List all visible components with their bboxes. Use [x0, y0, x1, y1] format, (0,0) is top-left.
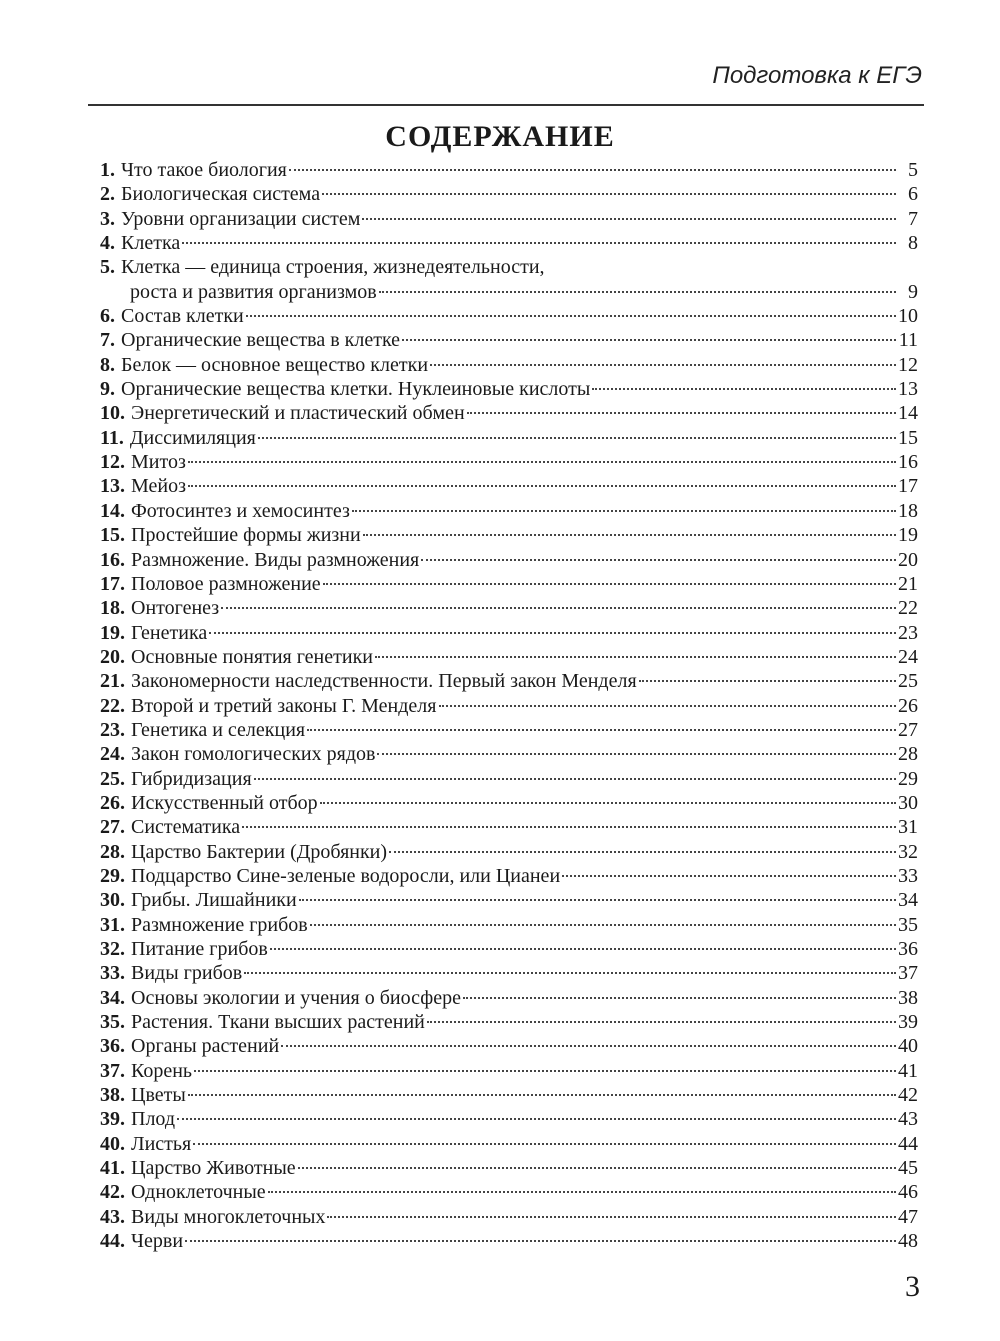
toc-entry-number: 44.	[100, 1230, 125, 1253]
toc-entry	[100, 572, 918, 596]
dot-leader	[244, 972, 896, 974]
toc-entry-title: Белок — основное вещество клетки	[121, 353, 429, 376]
dot-leader	[320, 802, 896, 804]
toc-entry-number: 10.	[100, 402, 125, 425]
toc-entry-number: 2.	[100, 183, 115, 206]
toc-entry	[100, 1180, 918, 1204]
toc-entry-number: 12.	[100, 451, 125, 474]
page-number: 3	[905, 1270, 920, 1303]
toc-entry	[100, 742, 918, 766]
toc-entry-page: 26	[898, 694, 918, 717]
toc-entry-page: 37	[898, 962, 918, 985]
toc-entry-title: Органы растений	[131, 1035, 280, 1058]
header-rule	[88, 104, 924, 106]
toc-entry-number: 26.	[100, 791, 125, 814]
toc-entry	[100, 1156, 918, 1180]
toc-entry-number: 38.	[100, 1084, 125, 1107]
dot-leader	[268, 1191, 896, 1193]
toc-entry-title: Искусственный отбор	[131, 791, 318, 814]
toc-entry-number: 25.	[100, 767, 125, 790]
dot-leader	[242, 826, 896, 828]
toc-entry	[100, 499, 918, 523]
toc-entry-title: Закономерности наследственности. Первый закон Менделя	[131, 670, 637, 693]
toc-entry	[100, 1205, 918, 1229]
toc-entry	[100, 426, 918, 450]
toc-entry-title: Размножение грибов	[131, 913, 308, 936]
toc-entry-title: Простейшие формы жизни	[131, 524, 361, 547]
toc-entry-page: 18	[898, 499, 918, 522]
toc-entry	[100, 864, 918, 888]
toc-entry-title: Размножение. Виды размножения	[131, 548, 420, 571]
toc-entry-page: 22	[898, 597, 918, 620]
toc-entry	[100, 474, 918, 498]
toc-entry-title: Биологическая система	[121, 183, 321, 206]
toc-entry	[100, 207, 918, 231]
toc-entry	[100, 840, 918, 864]
toc-entry-page: 36	[898, 938, 918, 960]
toc-entry-page: 7	[908, 207, 918, 230]
toc-entry-title: роста и развития организмов	[130, 280, 377, 303]
toc-entry-title: Плод	[131, 1108, 176, 1131]
dot-leader	[562, 875, 896, 877]
toc-entry-title: Подцарство Сине-зеленые водоросли, или Цианеи	[131, 864, 561, 887]
toc-entry	[100, 815, 918, 839]
toc-entry-page: 30	[898, 791, 918, 814]
toc-entry-title: Грибы. Лишайники	[131, 889, 297, 912]
dot-leader	[193, 1143, 896, 1145]
toc-entry-page: 35	[898, 913, 918, 936]
toc-entry-title: Что такое биология	[121, 159, 287, 181]
toc-entry-number: 3.	[100, 207, 115, 230]
toc-entry	[100, 377, 918, 401]
dot-leader	[377, 753, 896, 755]
toc-entry-title: Цветы	[131, 1084, 186, 1107]
toc-entry-page: 5	[908, 159, 918, 181]
dot-leader	[188, 1094, 896, 1096]
toc-entry	[100, 913, 918, 937]
dot-leader	[258, 437, 896, 439]
dot-leader	[185, 1240, 896, 1242]
toc-entry	[100, 353, 918, 377]
toc-entry-page: 23	[898, 621, 918, 644]
toc-entry-page: 27	[898, 718, 918, 741]
toc-entry-number: 37.	[100, 1059, 125, 1082]
toc-entry-number: 41.	[100, 1157, 125, 1180]
toc-entry-page: 48	[898, 1230, 918, 1253]
toc-entry-page: 13	[898, 378, 918, 401]
toc-entry-title: Второй и третий законы Г. Менделя	[131, 694, 437, 717]
toc-entry	[100, 255, 918, 279]
toc-entry	[100, 621, 918, 645]
page-title: СОДЕРЖАНИЕ	[385, 120, 615, 153]
toc-entry	[100, 986, 918, 1010]
toc-entry	[100, 523, 918, 547]
toc-entry-title: Царство Бактерии (Дробянки)	[131, 840, 388, 863]
toc-entry-title: Питание грибов	[131, 938, 268, 960]
dot-leader	[375, 656, 896, 658]
dot-leader	[592, 388, 896, 390]
dot-leader	[379, 291, 896, 293]
toc-entry-page: 46	[898, 1181, 918, 1204]
toc-entry-title: Половое размножение	[131, 572, 321, 595]
dot-leader	[270, 948, 896, 950]
toc-entry-number: 36.	[100, 1035, 125, 1058]
dot-leader	[467, 412, 896, 414]
toc-entry-page: 40	[898, 1035, 918, 1058]
toc-entry-page: 34	[898, 889, 918, 912]
toc-entry	[100, 694, 918, 718]
toc-entry-title: Состав клетки	[121, 305, 244, 328]
toc-entry-title: Энергетический и пластический обмен	[131, 402, 465, 425]
toc-entry	[100, 1083, 918, 1107]
dot-leader	[254, 778, 896, 780]
dot-leader	[322, 193, 896, 195]
toc-entry-title: Клетка	[121, 232, 181, 255]
toc-entry	[100, 231, 918, 255]
toc-entry-number: 19.	[100, 621, 125, 644]
toc-entry	[100, 158, 918, 182]
toc-entry-number: 34.	[100, 986, 125, 1009]
toc-entry-title: Виды многоклеточных	[131, 1205, 326, 1228]
toc-entry-number: 39.	[100, 1108, 125, 1131]
dot-leader	[639, 680, 896, 682]
dot-leader	[327, 1216, 896, 1218]
toc-entry	[100, 961, 918, 985]
toc-entry	[100, 791, 918, 815]
toc-entry-title: Генетика	[131, 621, 208, 644]
toc-entry-page: 33	[898, 864, 918, 887]
dot-leader	[463, 997, 896, 999]
toc-entry-title: Генетика и селекция	[131, 718, 306, 741]
toc-entry	[100, 1010, 918, 1034]
toc-entry-number: 33.	[100, 962, 125, 985]
toc-entry-page: 16	[898, 451, 918, 474]
dot-leader	[310, 924, 896, 926]
toc-entry-title: Мейоз	[131, 475, 186, 498]
dot-leader	[298, 1167, 896, 1169]
dot-leader	[188, 485, 896, 487]
toc-entry-page: 25	[898, 670, 918, 693]
toc-entry	[100, 1229, 918, 1253]
toc-entry-page: 12	[898, 353, 918, 376]
dot-leader	[439, 705, 897, 707]
dot-leader	[289, 169, 896, 171]
toc-entry-title: Листья	[131, 1132, 192, 1155]
toc-entry-number: 29.	[100, 864, 125, 887]
toc-entry	[100, 1034, 918, 1058]
dot-leader	[389, 851, 896, 853]
toc-entry-page: 41	[898, 1059, 918, 1082]
toc-entry	[100, 548, 918, 572]
toc-entry-page: 14	[898, 402, 918, 425]
toc-entry-number: 27.	[100, 816, 125, 839]
toc-entry-page: 47	[898, 1205, 918, 1228]
toc-entry-page: 6	[908, 183, 918, 206]
toc-entry-title: Уровни организации систем	[121, 207, 361, 230]
toc-entry	[100, 1107, 918, 1131]
toc-entry-number: 5.	[100, 256, 115, 279]
toc-entry-number: 20.	[100, 645, 125, 668]
toc-entry-number: 35.	[100, 1011, 125, 1034]
toc-entry-number: 16.	[100, 548, 125, 571]
toc-entry-page: 15	[898, 426, 918, 449]
toc-entry-page: 29	[898, 767, 918, 790]
toc-entry-number: 4.	[100, 232, 115, 255]
toc-entry-number: 43.	[100, 1205, 125, 1228]
dot-leader	[427, 1021, 896, 1023]
toc-entry-number: 42.	[100, 1181, 125, 1204]
toc-entry	[100, 937, 918, 961]
dot-leader	[362, 218, 896, 220]
dot-leader	[363, 534, 896, 536]
running-header: Подготовка к ЕГЭ	[712, 62, 922, 89]
toc-entry-number: 8.	[100, 353, 115, 376]
toc-entry	[100, 450, 918, 474]
toc-entry-number: 24.	[100, 743, 125, 766]
toc-entry-page: 31	[898, 816, 918, 839]
toc-entry-number: 30.	[100, 889, 125, 912]
toc-entry-page: 44	[898, 1132, 918, 1155]
toc-entry-page: 24	[898, 645, 918, 668]
dot-leader	[323, 583, 896, 585]
toc-entry	[100, 1059, 918, 1083]
toc-entry-title: Диссимиляция	[129, 426, 256, 449]
dot-leader	[421, 559, 896, 561]
dot-leader	[209, 632, 896, 634]
toc-entry-page: 8	[908, 232, 918, 255]
toc-entry-title: Органические вещества клетки. Нуклеиновые кислоты	[121, 378, 591, 401]
toc-entry-number: 14.	[100, 499, 125, 522]
toc-entry-page: 39	[898, 1011, 918, 1034]
toc-entry-number: 22.	[100, 694, 125, 717]
toc-entry-title: Корень	[131, 1059, 193, 1082]
toc-entry-title: Фотосинтез и хемосинтез	[131, 499, 350, 522]
toc-entry-title: Закон гомологических рядов	[131, 743, 376, 766]
toc-entry-title: Одноклеточные	[131, 1181, 266, 1204]
toc-entry-number: 6.	[100, 305, 115, 328]
dot-leader	[182, 242, 896, 244]
toc-entry-number: 1.	[100, 159, 115, 181]
toc-entry	[100, 401, 918, 425]
toc-entry-number: 9.	[100, 378, 115, 401]
toc-entry-page: 28	[898, 743, 918, 766]
toc-entry-title: Систематика	[131, 816, 241, 839]
toc-entry	[100, 888, 918, 912]
toc-entry-number: 28.	[100, 840, 125, 863]
dot-leader	[307, 729, 896, 731]
toc-entry	[100, 182, 918, 206]
toc-entry-page: 11	[898, 329, 918, 352]
dot-leader	[177, 1118, 896, 1120]
toc-entry-number: 17.	[100, 572, 125, 595]
toc-entry	[100, 328, 918, 352]
toc-entry-page: 20	[898, 548, 918, 571]
toc-entry-page: 19	[898, 524, 918, 547]
table-of-contents	[100, 158, 918, 1253]
toc-entry-number: 18.	[100, 597, 125, 620]
dot-leader	[188, 461, 896, 463]
toc-entry-number: 11.	[100, 426, 124, 449]
toc-entry-number: 21.	[100, 670, 125, 693]
dot-leader	[246, 315, 896, 317]
toc-entry	[100, 767, 918, 791]
toc-entry	[100, 645, 918, 669]
toc-entry	[100, 280, 918, 304]
toc-entry-title: Митоз	[131, 451, 186, 474]
toc-entry-title: Онтогенез	[131, 597, 220, 620]
toc-entry-number: 7.	[100, 329, 115, 352]
toc-entry-title: Царство Животные	[131, 1157, 296, 1180]
toc-entry-page: 9	[908, 280, 918, 303]
toc-entry-title: Виды грибов	[131, 962, 243, 985]
toc-entry-title: Растения. Ткани высших растений	[131, 1011, 425, 1034]
toc-entry-page: 38	[898, 986, 918, 1009]
dot-leader	[352, 510, 896, 512]
toc-entry-title: Органические вещества в клетке	[121, 329, 401, 352]
toc-entry-number: 40.	[100, 1132, 125, 1155]
toc-entry-number: 31.	[100, 913, 125, 936]
toc-entry-number: 23.	[100, 718, 125, 741]
toc-entry-title: Основы экологии и учения о биосфере	[131, 986, 461, 1009]
dot-leader	[430, 364, 896, 366]
dot-leader	[194, 1070, 896, 1072]
toc-entry-page: 43	[898, 1108, 918, 1131]
toc-entry-page: 32	[898, 840, 918, 863]
dot-leader	[281, 1045, 896, 1047]
toc-entry	[100, 669, 918, 693]
toc-entry-title: Клетка — единица строения, жизнедеятельности,	[121, 256, 545, 279]
toc-entry	[100, 304, 918, 328]
toc-entry-title: Основные понятия генетики	[131, 645, 373, 668]
toc-entry-page: 42	[898, 1084, 918, 1107]
toc-entry-number: 13.	[100, 475, 125, 498]
toc-entry-title: Гибридизация	[131, 767, 252, 790]
toc-entry-page: 21	[898, 572, 918, 595]
toc-entry-title: Черви	[131, 1230, 184, 1253]
toc-entry-number: 32.	[100, 938, 125, 960]
dot-leader	[402, 339, 896, 341]
dot-leader	[221, 607, 896, 609]
toc-entry-page: 10	[898, 305, 918, 328]
toc-entry-number: 15.	[100, 524, 125, 547]
toc-entry	[100, 718, 918, 742]
toc-entry	[100, 596, 918, 620]
toc-entry	[100, 1132, 918, 1156]
toc-entry-page: 17	[898, 475, 918, 498]
dot-leader	[299, 899, 896, 901]
toc-entry-page: 45	[898, 1157, 918, 1180]
